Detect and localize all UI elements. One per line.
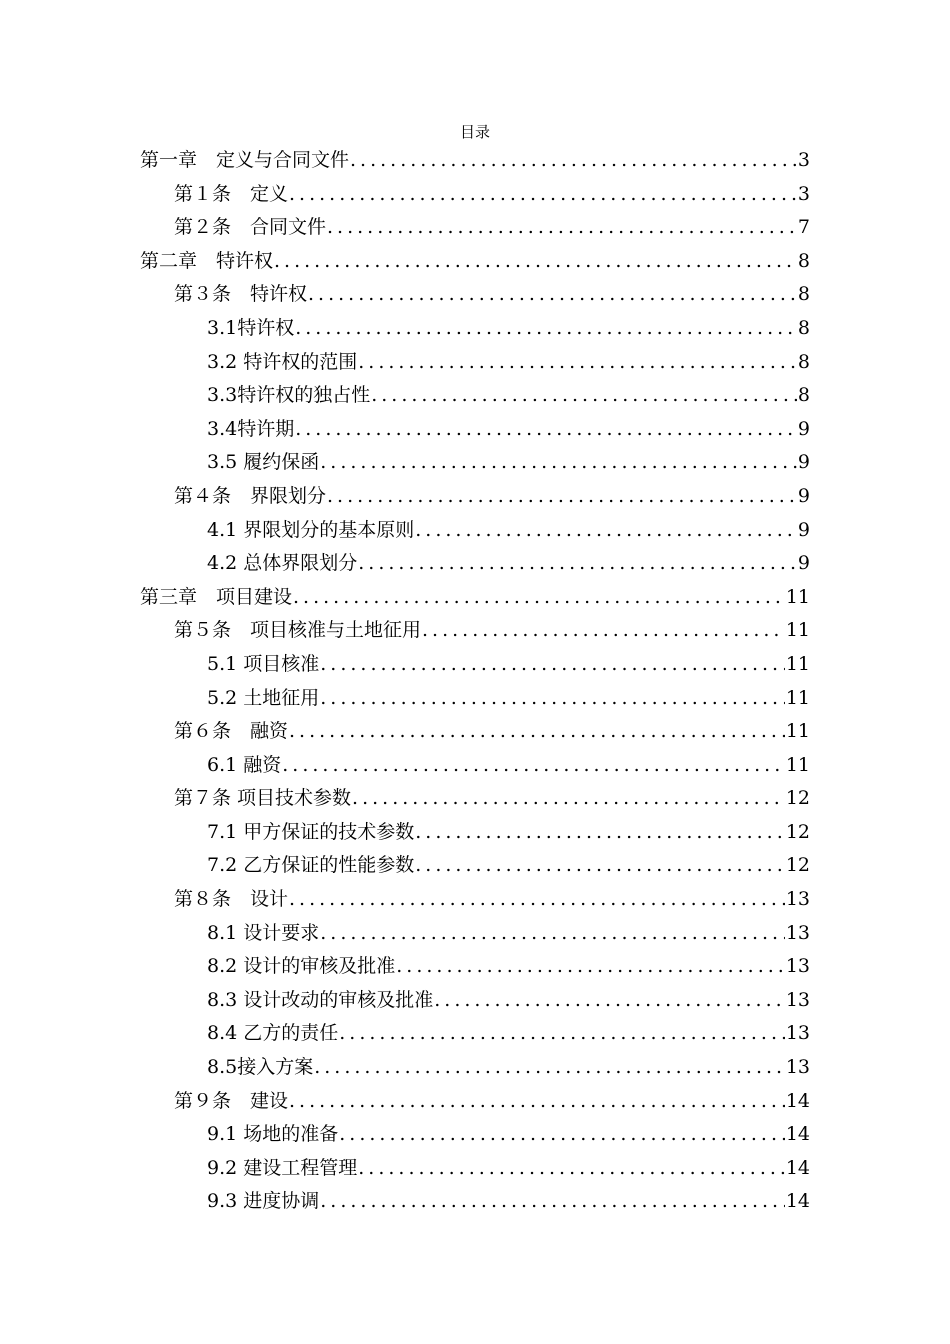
- toc-entry[interactable]: [140, 648, 810, 682]
- toc-entry[interactable]: [140, 245, 810, 279]
- dot-leader: [289, 1085, 785, 1119]
- dot-leader: [320, 682, 785, 716]
- toc-entry-page-number: 11: [785, 753, 810, 776]
- toc-entry-text: 第９条 建设: [174, 1089, 289, 1112]
- toc-entry-text: 4.2 总体界限划分: [207, 552, 358, 575]
- dot-leader: [314, 1051, 785, 1085]
- dot-leader: [320, 648, 785, 682]
- table-of-contents: [140, 144, 810, 1219]
- dot-leader: [339, 1118, 785, 1152]
- toc-entry-text: 第７条 项目技术参数: [174, 787, 352, 810]
- toc-entry-text: 第一章 定义与合同文件: [140, 149, 350, 171]
- dot-leader: [274, 245, 797, 279]
- dot-leader: [350, 144, 797, 178]
- toc-entry-text: 第６条 融资: [174, 720, 289, 743]
- toc-entry-text: 5.1 项目核准: [207, 652, 320, 675]
- dot-leader: [320, 917, 785, 951]
- dot-leader: [327, 480, 797, 514]
- toc-entry[interactable]: [140, 1185, 810, 1219]
- toc-entry[interactable]: [140, 581, 810, 615]
- toc-entry-text: 8.5接入方案: [207, 1056, 314, 1079]
- toc-entry-page-number: 9: [797, 417, 810, 440]
- dot-leader: [434, 984, 785, 1018]
- toc-entry[interactable]: [140, 178, 810, 212]
- toc-entry-page-number: 13: [785, 1022, 810, 1045]
- toc-entry-page-number: 13: [785, 921, 810, 944]
- dot-leader: [289, 178, 797, 212]
- toc-entry[interactable]: [140, 816, 810, 850]
- toc-entry-text: 3.2 特许权的范围: [207, 350, 358, 373]
- dot-leader: [320, 1185, 785, 1219]
- toc-title: 目录: [459, 123, 490, 141]
- toc-entry-text: 9.2 建设工程管理: [207, 1156, 358, 1179]
- toc-entry[interactable]: [140, 1152, 810, 1186]
- toc-entry-page-number: 11: [785, 720, 810, 743]
- toc-entry-page-number: 13: [785, 1056, 810, 1079]
- toc-entry[interactable]: [140, 917, 810, 951]
- toc-entry-page-number: 3: [797, 182, 810, 205]
- dot-leader: [358, 346, 797, 380]
- toc-entry[interactable]: [140, 514, 810, 548]
- dot-leader: [308, 278, 797, 312]
- toc-entry-page-number: 13: [785, 955, 810, 978]
- toc-entry[interactable]: [140, 849, 810, 883]
- dot-leader: [295, 312, 797, 346]
- toc-entry-text: 第二章 特许权: [140, 249, 274, 272]
- toc-entry[interactable]: [140, 782, 810, 816]
- dot-leader: [295, 413, 797, 447]
- toc-entry-text: 7.2 乙方保证的性能参数: [207, 854, 415, 877]
- dot-leader: [293, 581, 785, 615]
- toc-entry-text: 6.1 融资: [207, 753, 282, 776]
- toc-entry-page-number: 14: [785, 1089, 810, 1112]
- toc-entry[interactable]: [140, 312, 810, 346]
- toc-entry-page-number: 12: [785, 820, 810, 843]
- dot-leader: [371, 379, 797, 413]
- toc-entry-page-number: 12: [785, 854, 810, 877]
- toc-entry-page-number: 8: [797, 350, 810, 373]
- toc-entry-page-number: 8: [797, 384, 810, 407]
- toc-entry-text: 9.3 进度协调: [207, 1190, 320, 1213]
- toc-entry-text: 8.2 设计的审核及批准: [207, 955, 396, 978]
- toc-entry-page-number: 13: [785, 988, 810, 1011]
- toc-entry-page-number: 8: [797, 283, 810, 306]
- toc-entry[interactable]: [140, 278, 810, 312]
- toc-entry-page-number: 9: [797, 518, 810, 541]
- toc-entry-text: 第三章 项目建设: [140, 585, 293, 608]
- toc-entry-page-number: 11: [785, 652, 810, 675]
- dot-leader: [415, 514, 797, 548]
- toc-entry-page-number: 11: [785, 619, 810, 642]
- toc-entry-text: 3.5 履约保函: [207, 451, 320, 474]
- toc-entry-text: 第１条 定义: [174, 182, 289, 205]
- dot-leader: [327, 211, 797, 245]
- toc-entry[interactable]: [140, 1017, 810, 1051]
- dot-leader: [320, 446, 797, 480]
- toc-entry-text: 第２条 合同文件: [174, 216, 327, 239]
- toc-entry-text: 7.1 甲方保证的技术参数: [207, 820, 415, 843]
- dot-leader: [352, 782, 785, 816]
- toc-entry[interactable]: [140, 883, 810, 917]
- dot-leader: [339, 1017, 785, 1051]
- toc-entry-text: 第４条 界限划分: [174, 484, 327, 507]
- toc-entry-page-number: 7: [797, 216, 810, 239]
- dot-leader: [396, 950, 785, 984]
- toc-entry-text: 8.4 乙方的责任: [207, 1022, 339, 1045]
- toc-entry-text: 8.1 设计要求: [207, 921, 320, 944]
- toc-entry-text: 5.2 土地征用: [207, 686, 320, 709]
- toc-entry[interactable]: [140, 1051, 810, 1085]
- toc-entry[interactable]: [140, 211, 810, 245]
- dot-leader: [289, 715, 785, 749]
- toc-entry[interactable]: [140, 547, 810, 581]
- dot-leader: [358, 1152, 785, 1186]
- toc-entry-page-number: 9: [797, 451, 810, 474]
- toc-entry[interactable]: [140, 950, 810, 984]
- toc-entry[interactable]: [140, 379, 810, 413]
- toc-entry-text: 第３条 特许权: [174, 283, 308, 306]
- toc-entry[interactable]: [140, 413, 810, 447]
- toc-entry-page-number: 8: [797, 249, 810, 272]
- toc-entry[interactable]: [140, 715, 810, 749]
- toc-entry[interactable]: [140, 749, 810, 783]
- toc-entry-text: 第８条 设计: [174, 888, 289, 911]
- toc-entry-text: 3.3特许权的独占性: [207, 384, 371, 407]
- toc-entry-page-number: 3: [797, 149, 810, 171]
- toc-entry[interactable]: [140, 480, 810, 514]
- toc-entry-text: 9.1 场地的准备: [207, 1123, 339, 1146]
- toc-entry[interactable]: [140, 346, 810, 380]
- dot-leader: [282, 749, 785, 783]
- toc-entry[interactable]: [140, 1118, 810, 1152]
- toc-entry[interactable]: [140, 1085, 810, 1119]
- toc-entry[interactable]: [140, 446, 810, 480]
- toc-entry-page-number: 14: [785, 1190, 810, 1213]
- toc-entry-page-number: 9: [797, 552, 810, 575]
- toc-entry-text: 3.4特许期: [207, 417, 295, 440]
- toc-entry-page-number: 14: [785, 1156, 810, 1179]
- toc-entry-text: 8.3 设计改动的审核及批准: [207, 988, 434, 1011]
- toc-entry[interactable]: [140, 614, 810, 648]
- toc-entry[interactable]: [140, 682, 810, 716]
- toc-entry-page-number: 12: [785, 787, 810, 810]
- toc-entry-page-number: 11: [785, 585, 810, 608]
- toc-entry-text: 4.1 界限划分的基本原则: [207, 518, 415, 541]
- toc-entry-page-number: 13: [785, 888, 810, 911]
- toc-entry[interactable]: [140, 144, 810, 178]
- toc-entry-text: 第５条 项目核准与土地征用: [174, 619, 422, 642]
- toc-entry-page-number: 14: [785, 1123, 810, 1146]
- toc-entry-page-number: 9: [797, 484, 810, 507]
- dot-leader: [289, 883, 785, 917]
- toc-entry-page-number: 11: [785, 686, 810, 709]
- toc-entry-page-number: 8: [797, 316, 810, 339]
- dot-leader: [358, 547, 797, 581]
- toc-entry-text: 3.1特许权: [207, 316, 295, 339]
- toc-entry[interactable]: [140, 984, 810, 1018]
- dot-leader: [422, 614, 785, 648]
- dot-leader: [415, 816, 785, 850]
- dot-leader: [415, 849, 785, 883]
